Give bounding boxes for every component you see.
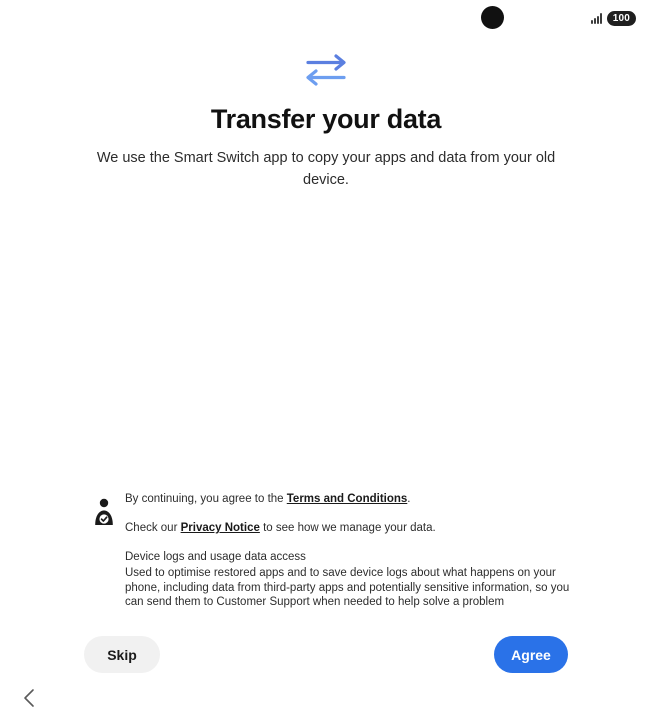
legal-body [125,492,578,610]
privacy-person-icon [92,498,116,526]
skip-button[interactable]: Skip [84,636,160,673]
status-bar-right-cluster [591,11,636,26]
terms-line [125,492,578,507]
terms-suffix-text: . [407,493,411,505]
transfer-arrows-icon [306,52,346,88]
hero-section [0,52,652,191]
privacy-prefix-text: Check our [125,522,181,534]
device-logs-text: Used to optimise restored apps and to save device logs about what happens on your phone, including data from third-party apps and potentially sensitive information, so you can send them to Customer Support when needed to help solve a problem [125,567,570,608]
privacy-suffix-text: to see how we manage your data. [259,522,436,534]
page-title: Transfer your data [210,104,442,134]
terms-prefix-text: By continuing, you agree to the [125,493,287,505]
front-camera-dot-icon [481,6,504,29]
battery-indicator: 100 [607,11,636,26]
privacy-line [125,521,578,536]
page-subtitle: We use the Smart Switch app to copy your apps and data from your old device. [96,150,556,188]
terms-and-conditions-link[interactable]: Terms and Conditions [286,493,408,505]
device-logs-block [125,550,578,610]
privacy-notice-link[interactable]: Privacy Notice [180,522,260,534]
chevron-left-icon[interactable] [18,686,42,710]
signal-bars-icon [591,13,602,24]
device-logs-title: Device logs and usage data access [125,551,306,563]
agree-button[interactable]: Agree [494,636,568,673]
status-bar [0,0,652,36]
legal-section [88,492,578,610]
